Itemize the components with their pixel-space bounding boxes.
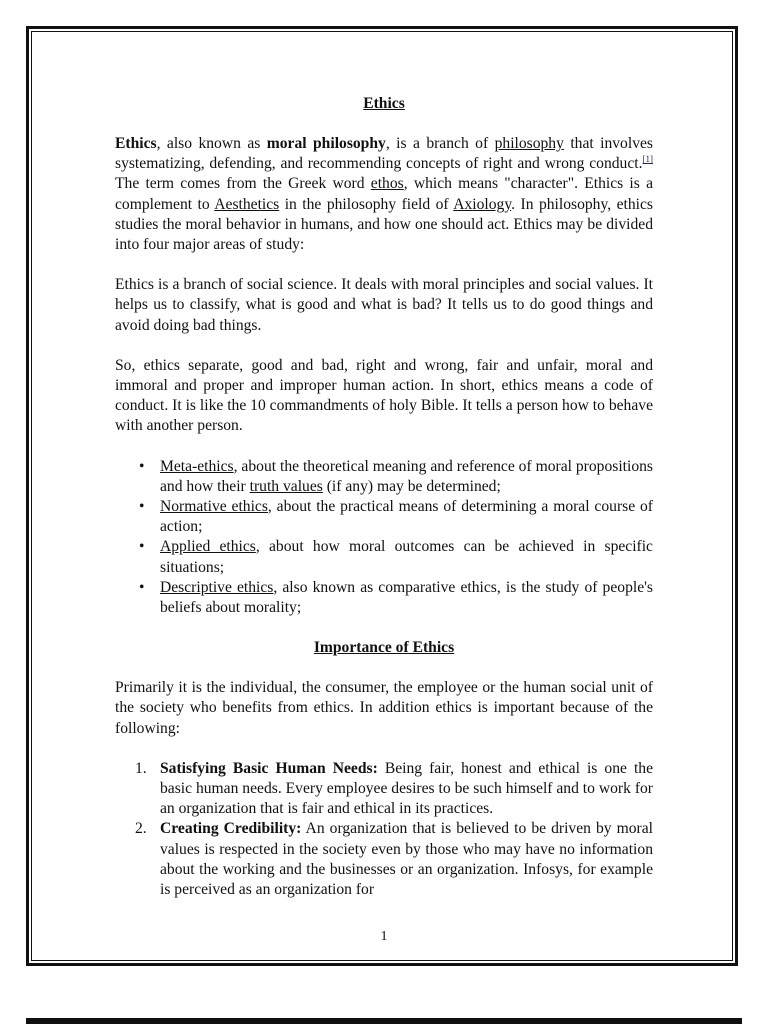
list-item-text: (if any) may be determined; bbox=[322, 477, 501, 495]
term-moral-philosophy: moral philosophy bbox=[266, 135, 386, 152]
bullet-icon: • bbox=[139, 457, 145, 475]
list-number: 2. bbox=[135, 820, 147, 838]
intro-text-1: , also known as bbox=[156, 135, 267, 152]
list-item-applied-ethics bbox=[115, 537, 653, 577]
document-title: Ethics bbox=[363, 95, 405, 112]
link-aesthetics[interactable]: Aesthetics bbox=[214, 195, 280, 213]
bullet-icon: • bbox=[139, 498, 145, 516]
section-heading-importance: Importance of Ethics bbox=[313, 639, 455, 657]
term-ethics: Ethics bbox=[115, 135, 157, 152]
reason-text: An organization that is believed to be driven by moral values is respected in the society even by those who may have no information about the working and the businesses or an organization. Infosys, for example is perceived as an organization for bbox=[160, 820, 654, 899]
list-number: 1. bbox=[135, 759, 147, 777]
page-number: 1 bbox=[380, 929, 388, 944]
link-axiology[interactable]: Axiology bbox=[453, 195, 512, 213]
reason-heading: Creating Credibility: bbox=[160, 820, 302, 838]
list-item-basic-needs bbox=[115, 759, 653, 820]
list-item-credibility bbox=[115, 819, 653, 900]
list-item-text: , about the theoretical meaning and reference of moral propositions and how their bbox=[160, 457, 653, 495]
intro-text-6: in the philosophy field of bbox=[279, 195, 454, 213]
intro-paragraph bbox=[115, 134, 653, 255]
intro-text-3: that involves systematizing, defending, and recommending concepts of right and wrong conduct. bbox=[115, 135, 653, 173]
link-ethos[interactable]: ethos bbox=[370, 175, 404, 193]
list-item-descriptive-ethics bbox=[115, 578, 653, 618]
intro-text-4: The term comes from the Greek word bbox=[115, 175, 371, 193]
paragraph-social-science: Ethics is a branch of social science. It deals with moral principles and social values. It helps us to classify, what is good and what is bad? It tells us to do good things and avoid doing bad things. bbox=[115, 276, 653, 334]
intro-text-2: , is a branch of bbox=[385, 135, 495, 152]
link-normative-ethics[interactable]: Normative ethics bbox=[160, 498, 268, 516]
paragraph-beneficiaries: Primarily it is the individual, the consumer, the employee or the human social unit of the society who benefits from ethics. In addition ethics is important because of the following: bbox=[115, 679, 653, 737]
next-page-edge bbox=[26, 1018, 742, 1024]
intro-text-7: . In philosophy, ethics studies the moral behavior in humans, and how one should act. Ethics may be divided into four major areas of study: bbox=[115, 195, 653, 254]
link-meta-ethics[interactable]: Meta-ethics bbox=[160, 457, 234, 475]
ethics-areas-list bbox=[115, 457, 653, 619]
bullet-icon: • bbox=[139, 538, 145, 556]
link-philosophy[interactable]: philosophy bbox=[494, 135, 564, 152]
reason-text: Being fair, honest and ethical is one the basic human needs. Every employee desires to be such himself and to work for an organization that is fair and ethical in its practices. bbox=[160, 759, 654, 818]
document-page bbox=[115, 94, 653, 900]
link-descriptive-ethics[interactable]: Descriptive ethics bbox=[160, 578, 274, 596]
list-item-normative-ethics bbox=[115, 497, 653, 537]
link-truth-values[interactable]: truth values bbox=[249, 477, 323, 495]
paragraph-separation: So, ethics separate, good and bad, right and wrong, fair and unfair, moral and immoral and proper and improper human action. In short, ethics means a code of conduct. It is like the 10 commandments of holy Bible. It tells a person how to behave with another person. bbox=[115, 356, 653, 435]
list-item-meta-ethics bbox=[115, 457, 653, 497]
intro-text-5: , which means "character". Ethics is a complement to bbox=[115, 175, 653, 213]
reason-heading: Satisfying Basic Human Needs: bbox=[160, 759, 378, 777]
importance-list bbox=[115, 759, 653, 900]
footnote-link[interactable]: [1] bbox=[642, 154, 653, 165]
list-item-text: , also known as comparative ethics, is the study of people's beliefs about morality; bbox=[160, 578, 653, 617]
list-item-text: , about how moral outcomes can be achieved in specific situations; bbox=[160, 538, 653, 576]
bullet-icon: • bbox=[139, 578, 145, 596]
list-item-text: , about the practical means of determining a moral course of action; bbox=[160, 498, 653, 536]
link-applied-ethics[interactable]: Applied ethics bbox=[160, 538, 256, 556]
